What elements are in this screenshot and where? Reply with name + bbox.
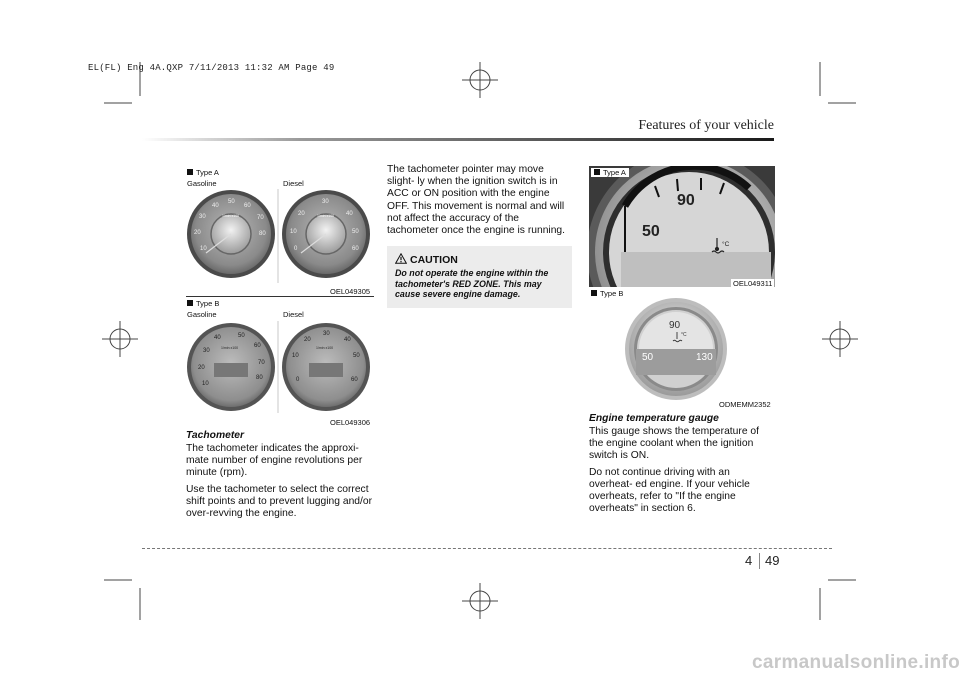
print-slug: EL(FL) Eng 4A.QXP 7/11/2013 11:32 AM Page 49	[88, 63, 335, 73]
tick-label: 10	[200, 246, 207, 252]
square-bullet-icon	[187, 300, 193, 306]
section-number: 4	[745, 553, 753, 568]
figure-code-a: OEL049305	[330, 287, 371, 296]
figure-divider	[186, 296, 374, 297]
tick-label: 40	[212, 203, 219, 209]
tick-label: 10	[290, 229, 297, 235]
temp-gauge-type-b-illustration	[619, 296, 733, 402]
diesel-label-a: Diesel	[283, 179, 304, 188]
dial-unit: 1/min x100	[317, 214, 335, 218]
tick-label: 50	[238, 333, 245, 339]
tick-label: 20	[194, 230, 201, 236]
footer-rule	[142, 548, 832, 549]
dial-unit: 1/min x100	[222, 214, 240, 218]
figure-code-right-b: ODMEMM2352	[719, 400, 771, 409]
celsius-label: °C	[722, 241, 730, 248]
page-number: 49	[765, 553, 780, 568]
gasoline-label-b: Gasoline	[187, 310, 217, 319]
type-a-label-right: Type A	[591, 168, 629, 177]
header-rule	[142, 138, 774, 141]
tick-label: 40	[344, 337, 351, 343]
tick-label: 40	[346, 211, 353, 217]
type-b-label-right: Type B	[591, 289, 623, 298]
tick-label: 40	[214, 335, 221, 341]
engine-temp-heading: Engine temperature gauge	[589, 413, 719, 424]
temp-label-50: 50	[642, 223, 660, 240]
tachometer-paragraph-1: The tachometer indicates the approxi- mate number of engine revolutions per minute (rpm).	[186, 443, 363, 479]
temp-label-50: 50	[642, 352, 654, 363]
temp-label-130: 130	[696, 352, 713, 363]
tick-label: 70	[257, 215, 264, 221]
tick-label: 50	[353, 353, 360, 359]
caution-title: CAUTION	[410, 254, 458, 266]
celsius-label: °C	[681, 332, 687, 338]
square-bullet-icon	[594, 169, 600, 175]
tick-label: 10	[202, 381, 209, 387]
dial-unit: 1/min x100	[316, 346, 334, 350]
tachometer-body	[186, 443, 373, 524]
tick-label: 30	[322, 199, 329, 205]
tick-label: 70	[258, 360, 265, 366]
caution-text: Do not operate the engine within the tachometer's RED ZONE. This may cause severe engine damage.	[395, 268, 549, 300]
warning-triangle-icon	[395, 253, 407, 264]
tick-label: 60	[352, 246, 359, 252]
gasoline-dial-a	[187, 190, 275, 278]
diesel-label-b: Diesel	[283, 310, 304, 319]
square-bullet-icon	[591, 290, 597, 296]
tachometer-heading: Tachometer	[186, 430, 244, 441]
tick-label: 50	[228, 199, 235, 205]
engine-temp-paragraph-2: Do not continue driving with an overheat- ed engine. If your vehicle overheats, refer to "If the engine overheats" in section 6.	[589, 466, 750, 515]
tick-label: 0	[296, 377, 300, 383]
tachometer-type-a-illustration	[186, 187, 374, 285]
tick-label: 60	[254, 343, 261, 349]
tachometer-paragraph-3: The tachometer pointer may move slight- ly when the ignition switch is in ACC or ON position with the engine OFF. This movement is normal and will not affect the accuracy of the tachometer once the engine is running.	[387, 164, 566, 237]
tick-label: 20	[298, 211, 305, 217]
temp-label-90: 90	[669, 320, 681, 331]
type-b-label: Type B	[187, 299, 219, 308]
tick-label: 10	[292, 353, 299, 359]
tick-label: 80	[259, 231, 266, 237]
tick-label: 80	[256, 375, 263, 381]
tick-label: 50	[352, 229, 359, 235]
gasoline-label-a: Gasoline	[187, 179, 217, 188]
tachometer-body-cont	[387, 164, 573, 241]
tick-label: 20	[198, 365, 205, 371]
tick-label: 30	[199, 214, 206, 220]
type-a-label: Type A	[187, 168, 219, 177]
temp-label-90: 90	[677, 192, 695, 209]
tick-label: 20	[304, 337, 311, 343]
page-number-separator	[759, 553, 760, 569]
tachometer-paragraph-2: Use the tachometer to select the correct shift points and to prevent lugging and/or over-revving the engine.	[186, 483, 373, 520]
square-bullet-icon	[187, 169, 193, 175]
figure-code-right-a: OEL049311	[733, 279, 773, 288]
watermark: carmanualsonline.info	[752, 652, 960, 673]
diesel-dial-b	[282, 323, 370, 411]
tachometer-type-b-illustration	[186, 319, 374, 415]
figure-code-b: OEL049306	[330, 418, 371, 427]
header-title: Features of your vehicle	[638, 118, 774, 133]
diesel-dial-a	[282, 190, 370, 278]
tick-label: 30	[323, 331, 330, 337]
temp-gauge-type-a-illustration	[589, 166, 775, 287]
tick-label: 60	[351, 377, 358, 383]
engine-temp-body	[589, 426, 775, 519]
tick-label: 30	[203, 348, 210, 354]
engine-temp-paragraph-1: This gauge shows the temperature of the engine coolant when the ignition switch is ON.	[589, 426, 759, 462]
gasoline-dial-b	[187, 323, 275, 411]
tick-label: 60	[244, 203, 251, 209]
tick-label: 0	[294, 246, 298, 252]
dial-unit: 1/min x100	[221, 346, 239, 350]
